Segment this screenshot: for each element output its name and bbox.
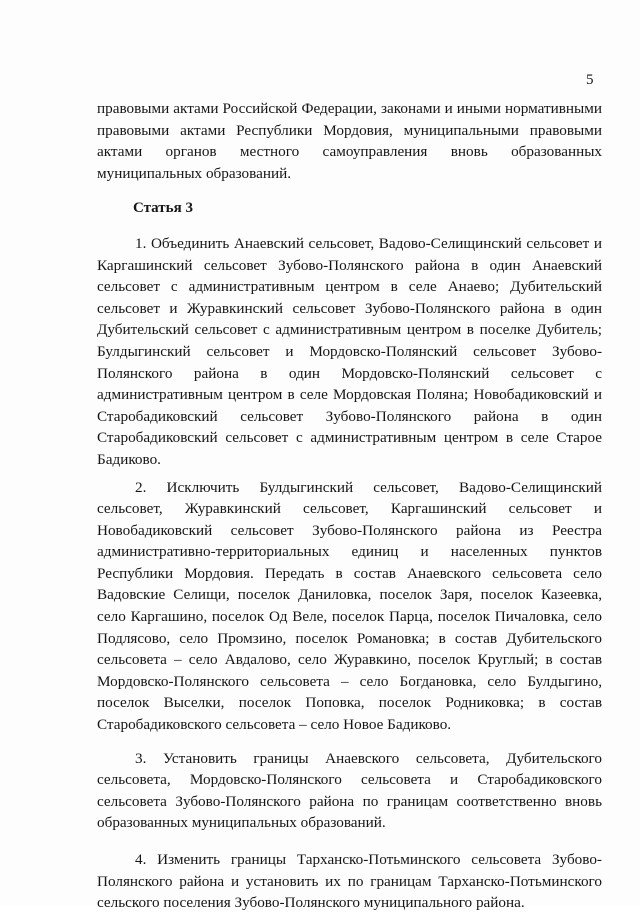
article-item-4: 4. Изменить границы Тарханско-Потьминского сельсовета Зубово-Полянского района и установить их по границам Тарханско-Потьминского сельского поселения Зубово-Полянского муниципального района.: [97, 851, 602, 912]
article-item-3: 3. Установить границы Анаевского сельсовета, Дубительского сельсовета, Мордовско-Полянского сельсовета и Старобадиковского сельсовета Зубово-Полянского района по границам соответственно вновь образованных муниципальных образований.: [97, 749, 602, 832]
intro-paragraph: правовыми актами Российской Федерации, законами и иными нормативными правовыми актами Республики Мордовия, муниципальными правовыми актами органов местного самоуправления вновь образованных муниципальных образований.: [97, 100, 602, 182]
document-body: [97, 98, 602, 914]
article-item-1: 1. Объединить Анаевский сельсовет, Вадово-Селищинский сельсовет и Каргашинский сельсовет Зубово-Полянского района в один Анаевский сельсовет с административным центром в селе Анаево; Дубительский сельсовет и Журавкинский сельсовет Зубово-Полянского района в один Дубительский сельсовет с административным центром в поселке Дубитель; Булдыгинский сельсовет и Мордовско-Полянский сельсовет Зубово-Полянского района в один Мордовско-Полянский сельсовет с административным центром в селе Мордовская Поляна; Новобадиковский и Старобадиковский сельсовет Зубово-Полянского района в один Старобадиковский сельсовет с административным центром в селе Старое Бадиково.: [97, 234, 602, 468]
article-item-2: 2. Исключить Булдыгинский сельсовет, Вадово-Селищинский сельсовет, Журавкинский сельсовет, Каргашинский сельсовет и Новобадиковский сельсовет Зубово-Полянского района из Реестра административно-территориальных единиц и населенных пунктов Республики Мордовия. Передать в состав Анаевского сельсовета село Вадовские Селищи, поселок Даниловка, поселок Заря, поселок Казеевка, село Каргашино, поселок Од Веле, поселок Парца, поселок Пичаловка, село Подлясово, село Промзино, поселок Романовка; в состав Дубительского сельсовета – село Авдалово, село Журавкино, поселок Круглый; в состав Мордовско-Полянского сельсовета – село Богдановка, село Булдыгино, поселок Выселки, поселок Поповка, поселок Родниковка; в состав Старобадиковского сельсовета – село Новое Бадиково.: [97, 478, 602, 734]
page-number: 5: [586, 72, 594, 88]
article-heading: Статья 3: [133, 200, 193, 217]
